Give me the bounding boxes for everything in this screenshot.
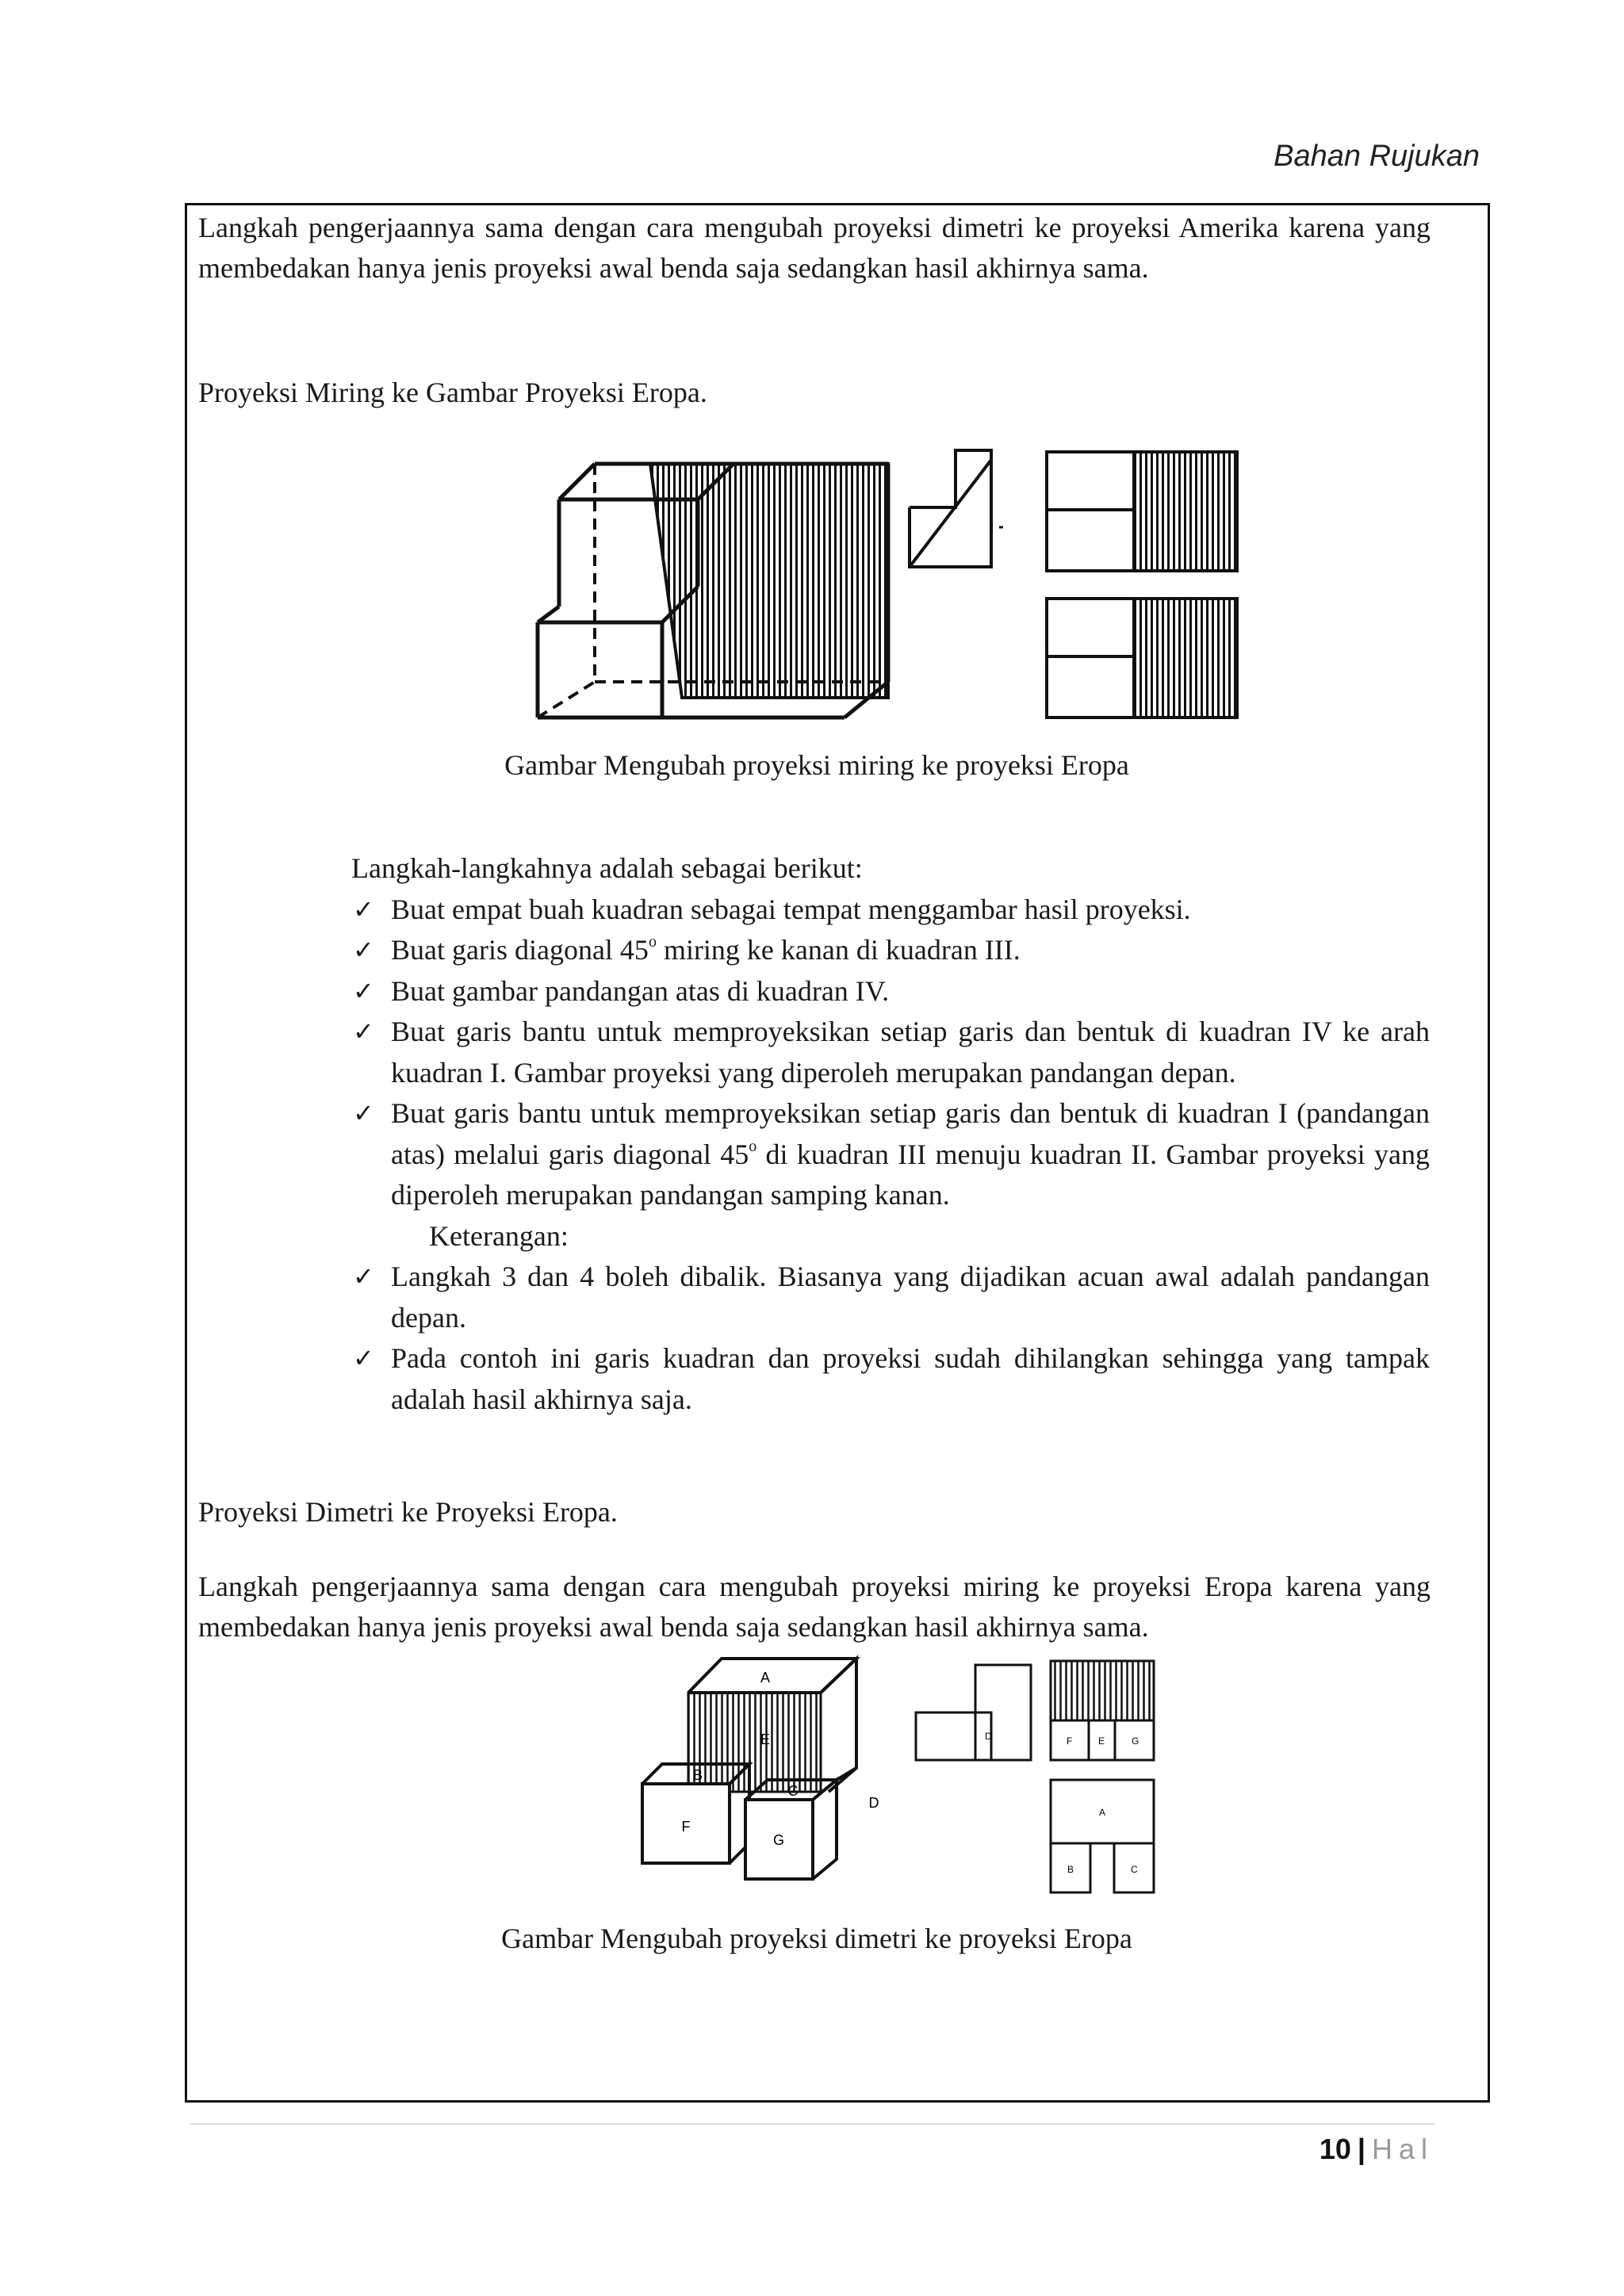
note-item <box>351 1338 1430 1420</box>
label-g: G <box>772 1832 785 1848</box>
note-item <box>351 1257 1430 1338</box>
degree-mark: o <box>648 933 657 951</box>
running-header: Bahan Rujukan <box>1274 140 1480 173</box>
section-heading-dimetri: Proyeksi Dimetri ke Proyeksi Eropa. <box>198 1496 618 1528</box>
label-d: D <box>868 1795 879 1811</box>
label-b: B <box>692 1767 703 1783</box>
check-icon: ✓ <box>353 975 374 1006</box>
label-a-top: A <box>1099 1807 1106 1818</box>
note-text: Langkah 3 dan 4 boleh dibalik. Biasanya yang dijadikan acuan awal adalah pandangan depan. <box>391 1261 1430 1334</box>
dimetri-paragraph: Langkah pengerjaannya sama dengan cara mengubah proyeksi miring ke proyeksi Eropa karena yang membedakan hanya jenis proyeksi awal benda saja sedangkan hasil akhirnya sama. <box>198 1571 1431 1643</box>
label-e: E <box>760 1732 771 1747</box>
step-text: Buat empat buah kuadran sebagai tempat menggambar hasil proyeksi. <box>391 893 1191 925</box>
page-label: Hal <box>1371 2133 1434 2165</box>
step-text: Buat garis bantu untuk memproyeksikan setiap garis dan bentuk di kuadran I (pandangan atas) melalui garis diagonal 45 <box>391 1097 1430 1170</box>
figure-oblique-to-european <box>523 444 1261 729</box>
check-icon: ✓ <box>353 1098 374 1128</box>
side-view <box>916 1665 1031 1760</box>
top-view <box>1047 599 1237 718</box>
check-icon: ✓ <box>353 894 374 924</box>
top-view <box>1051 1780 1154 1892</box>
check-icon: ✓ <box>353 1016 374 1047</box>
steps-intro: Langkah-langkahnya adalah sebagai berikut: <box>351 852 863 884</box>
step-text: di kuadran III menuju kuadran II. Gambar proyeksi yang diperoleh merupakan pandangan samping kanan. <box>391 1138 1430 1211</box>
step-text: Buat garis diagonal 45 <box>391 934 649 966</box>
label-f: F <box>681 1819 691 1835</box>
label-c: C <box>787 1783 799 1799</box>
figure-caption-1: Gambar Mengubah proyeksi miring ke proyeksi Eropa <box>504 749 1129 781</box>
step-item <box>351 930 1430 971</box>
figure-caption-2: Gambar Mengubah proyeksi dimetri ke proyeksi Eropa <box>501 1923 1132 1954</box>
hatched-back-face <box>688 1693 821 1792</box>
step-text: miring ke kanan di kuadran III. <box>656 934 1021 966</box>
degree-mark: o <box>749 1137 757 1155</box>
check-icon: ✓ <box>353 935 374 965</box>
label-f-front: F <box>1067 1735 1073 1747</box>
intro-paragraph: Langkah pengerjaannya sama dengan cara mengubah proyeksi dimetri ke proyeksi Amerika karena yang membedakan hanya jenis proyeksi awal benda saja sedangkan hasil akhirnya sama. <box>198 212 1431 284</box>
note-label: Keterangan: <box>429 1219 569 1252</box>
step-item <box>351 971 1430 1012</box>
footer-separator: | <box>1357 2133 1365 2165</box>
side-view <box>910 450 1003 567</box>
step-text: Buat garis bantu untuk memproyeksikan setiap garis dan bentuk di kuadran IV ke arah kuadran I. Gambar proyeksi yang diperoleh merupakan pandangan depan. <box>391 1016 1430 1089</box>
label-a: A <box>760 1670 771 1686</box>
label-c-top: C <box>1131 1864 1138 1875</box>
label-b-top: B <box>1067 1864 1074 1875</box>
section-heading-miring: Proyeksi Miring ke Gambar Proyeksi Eropa. <box>198 377 707 408</box>
page-footer <box>1320 2133 1434 2166</box>
check-icon: ✓ <box>353 1261 374 1292</box>
figure-dimetric-to-european <box>626 1649 1174 1903</box>
dimetric-object <box>642 1659 856 1879</box>
label-g-front: G <box>1132 1735 1139 1747</box>
label-d-side: D <box>985 1731 992 1742</box>
step-item <box>351 1012 1430 1093</box>
footer-divider <box>190 2123 1435 2125</box>
note-text: Pada contoh ini garis kuadran dan proyeksi sudah dihilangkan sehingga yang tampak adalah hasil akhirnya saja. <box>391 1342 1430 1415</box>
step-text: Buat gambar pandangan atas di kuadran IV. <box>391 974 890 1007</box>
label-e-front: E <box>1098 1735 1105 1747</box>
front-view <box>1047 452 1237 571</box>
step-item <box>351 1093 1430 1216</box>
steps-block <box>351 848 1430 1420</box>
steps-list <box>351 890 1430 1421</box>
check-icon: ✓ <box>353 1343 374 1373</box>
page-number: 10 <box>1319 2133 1351 2165</box>
step-item <box>351 890 1430 931</box>
